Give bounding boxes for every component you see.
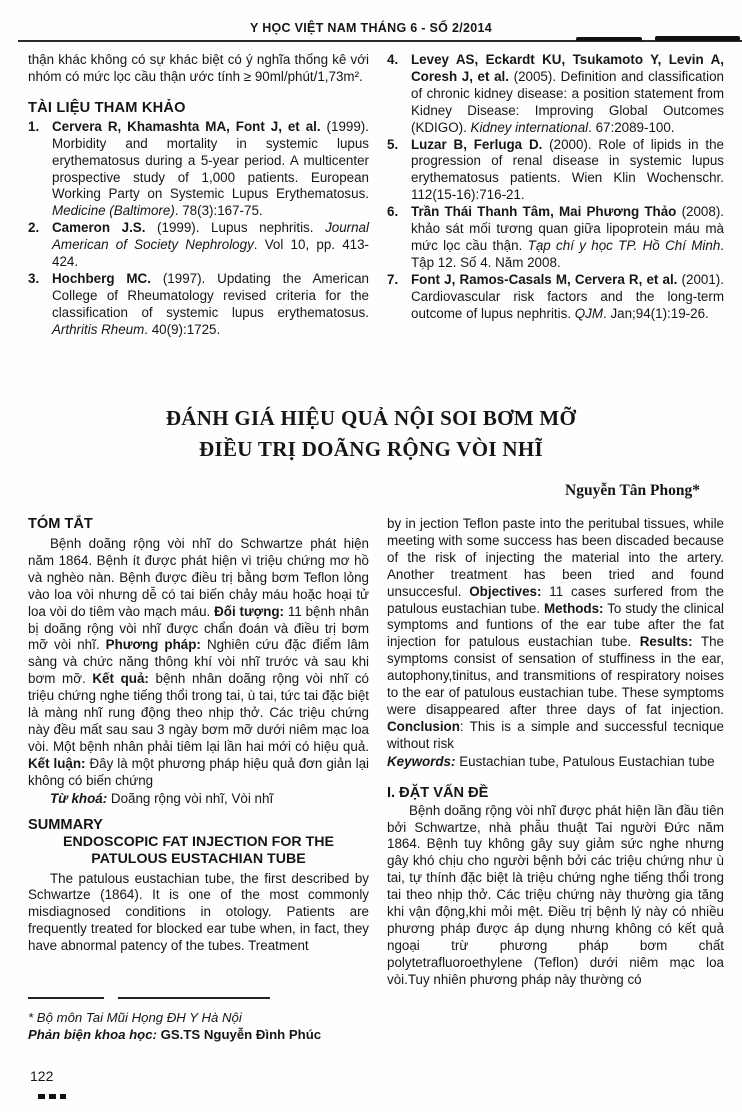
keywords-line-en	[387, 754, 724, 771]
references-right-column	[387, 52, 724, 339]
reference-text: Cervera R, Khamashta MA, Font J, et al. (1999). Morbidity and mortality in systemic lupus erythematosus during a 5-year period. A multicenter prospective study of 1,000 patients. European Working Party on Systemic Lupus Erythematosus. Medicine (Baltimore). 78(3):167-75.	[52, 118, 369, 219]
scan-artifact	[38, 1094, 66, 1099]
reference-text: Hochberg MC. (1997). Updating the American College of Rheumatology revised criteria for the classification of systemic lupus erythematosus. Arthritis Rheum. 40(9):1725.	[52, 270, 370, 337]
references-section	[28, 52, 724, 339]
article-body	[28, 516, 724, 989]
summary-body-right: by in jection Teflon paste into the peritubal tissues, while meeting with some success has been discaded because of the risk of injecting the material into the artery. Another treatment has been tried and found unsuccesful. Objectives: 11 cases surfered from the patulous eustachian tube. Methods: To study the clinical symptoms and funtions of the ear tube after the fat injection for patulous eustachian tube. Results: The symptoms consist of sensation of stuffiness in the ear, autophony,tinitus, and transmitions of respiratory noises to the ear of patulous eustachian tube. These symptoms were disappeared after three days of fat injection. Conclusion: This is a simple and successful tecnique without risk	[387, 516, 725, 751]
page-number: 122	[30, 1068, 54, 1084]
keywords-text-en: Eustachian tube, Patulous Eustachian tube	[455, 753, 715, 769]
article-title-line1: ĐÁNH GIÁ HIỆU QUẢ NỘI SOI BƠM MỠ	[165, 406, 577, 430]
keywords-label-en: Keywords:	[387, 753, 456, 769]
reference-number: 6.	[387, 204, 399, 220]
reference-number: 1.	[28, 118, 40, 134]
section1-paragraph: Bệnh doãng rộng vòi nhĩ được phát hiện lần đầu tiên bởi Schwartze, nhà phẫu thuật Tai người Đức năm 1864. Bệnh tuy không gây suy giảm sức nghe nhưng gây khó chịu cho người bệnh bởi các triệu chứng như ù tai, tự thính đặc biệt là triệu chứng nghe tiếng thổi trong tai theo nhịp thở. Các triệu chứng này thường gia tăng khi vận động,khi mỏi mệt. Điều trị bệnh lý này có nhiều phương pháp được áp dụng nhưng không có kết quả ngoại trừ phương pháp bơm chất polytetrafluoroethylene (Teflon) dưới niêm mạc loa vòi.Tuy nhiên phương pháp này thường có	[387, 802, 724, 987]
footnote-reviewer-name: GS.TS Nguyễn Đình Phúc	[156, 1027, 322, 1042]
article-title	[0, 403, 742, 465]
summary-title-line1: ENDOSCOPIC FAT INJECTION FOR THE	[63, 833, 334, 850]
header-rule-scan-artifact	[655, 36, 740, 41]
references-heading: TÀI LIỆU THAM KHẢO	[28, 99, 186, 116]
footnote-reviewer	[28, 1026, 369, 1043]
reference-item	[387, 52, 724, 137]
summary-body-left: The patulous eustachian tube, the first described by Schwartze (1864). It is one of the most commonly misdiagnosed conditions in otology. Patients are frequently treated for blocked ear tube when, in fact, they have abnormal patency of the tubes. Treatment	[28, 870, 369, 954]
reference-text: Font J, Ramos-Casals M, Cervera R, et al. (2001). Cardiovascular risk factors and the long-term outcome of lupus nephritis. QJM. Jan;94(1):19-26.	[411, 271, 724, 321]
summary-title-line2: PATULOUS EUSTACHIAN TUBE	[91, 851, 306, 867]
reference-number: 3.	[28, 270, 40, 286]
article-right-column	[387, 516, 724, 989]
reference-item	[387, 137, 724, 205]
footnote-rule	[28, 988, 369, 1005]
reference-text: Levey AS, Eckardt KU, Tsukamoto Y, Levin A, Coresh J, et al. (2005). Definition and classification of chronic kidney disease: a position statement from Kidney Disease: Improving Global Outcomes (KDIGO). Kidney international. 67:2089-100.	[411, 52, 724, 135]
summary-heading: SUMMARY	[28, 816, 103, 833]
reference-number: 2.	[28, 220, 40, 236]
journal-header: Y HỌC VIỆT NAM THÁNG 6 - SỐ 2/2014	[250, 21, 492, 35]
reference-number: 7.	[387, 271, 399, 287]
reference-item	[28, 119, 369, 220]
reference-item	[387, 204, 724, 272]
reference-number: 5.	[387, 136, 399, 152]
reference-number: 4.	[387, 52, 399, 67]
footnote-reviewer-label: Phản biện khoa học:	[28, 1027, 157, 1042]
article-title-line2: ĐIỀU TRỊ DOÃNG RỘNG VÒI NHĨ	[199, 437, 543, 461]
reference-item	[387, 272, 724, 323]
reference-text: Cameron J.S. (1999). Lupus nephritis. Journal American of Society Nephrology. Vol 10, pp. 413-424.	[52, 220, 370, 270]
header-rule-scan-artifact	[576, 37, 642, 41]
summary-title	[28, 834, 369, 869]
keywords-line-vi	[28, 791, 369, 808]
section1-heading: I. ĐẶT VẤN ĐỀ	[387, 784, 489, 801]
reference-item	[28, 220, 369, 271]
reference-text: Trần Thái Thanh Tâm, Mai Phương Thảo (2008). khảo sát mối tương quan giữa lipoprotein máu mà mức lọc cầu thận. Tạp chí y học TP. Hồ Chí Minh. Tập 12. Số 4. Năm 2008.	[411, 204, 724, 270]
previous-article-closing-paragraph: thận khác không có sự khác biệt có ý nghĩa thống kê với nhóm có mức lọc cầu thận ước tính ≥ 90ml/phút/1,73m².	[28, 52, 369, 84]
footnote	[28, 988, 369, 1043]
abstract-body: Bệnh doãng rộng vòi nhĩ do Schwartze phát hiện năm 1864. Bệnh ít được phát hiện vì triệu chứng mơ hồ và nghèo nàn. Bệnh được điều trị bằng bơm Teflon lỏng vào loa vòi nhưng dễ có tai biến chảy máu hoặc hoại tử loa vòi do tiêm vào mạch máu. Đối tượng: 11 bệnh nhân bị doãng rộng vòi nhĩ được chẩn đoán và điều trị bơm mỡ vòi nhĩ. Phương pháp: Nghiên cứu đặc điểm lâm sàng và chức năng thông khí vòi nhĩ trước và sau khi bơm mỡ. Kết quả: bệnh nhân doãng rộng vòi nhĩ có triệu chứng nghe tiếng thổi trong tai, ù tai, tức tai đặc biệt là màng nhĩ rung động theo nhịp thở. Các triệu chứng này đều mất sau sau 3 ngày bơm mỡ dưới niêm mạc loa vòi. Một bệnh nhân phải tiêm lại lần hai mới có hiệu quả. Kết luận: Đây là một phương pháp hiệu quả đơn giản lại không có biến chứng	[28, 536, 370, 788]
keywords-text-vi: Doãng rộng vòi nhĩ, Vòi nhĩ	[107, 790, 274, 806]
abstract-heading: TÓM TẮT	[28, 516, 93, 532]
references-left-column	[28, 52, 369, 339]
footnote-affiliation: * Bộ môn Tai Mũi Họng ĐH Y Hà Nội	[28, 1010, 242, 1025]
keywords-label-vi: Từ khoá:	[50, 790, 108, 806]
reference-item	[28, 271, 369, 339]
author-name: Nguyễn Tân Phong*	[565, 482, 700, 499]
reference-text: Luzar B, Ferluga D. (2000). Role of lipids in the progression of renal disease in systemic lupus erythematosus patients. Wien Klin Wochenschr. 112(15-16):716-21.	[411, 136, 724, 203]
article-left-column	[28, 516, 369, 989]
